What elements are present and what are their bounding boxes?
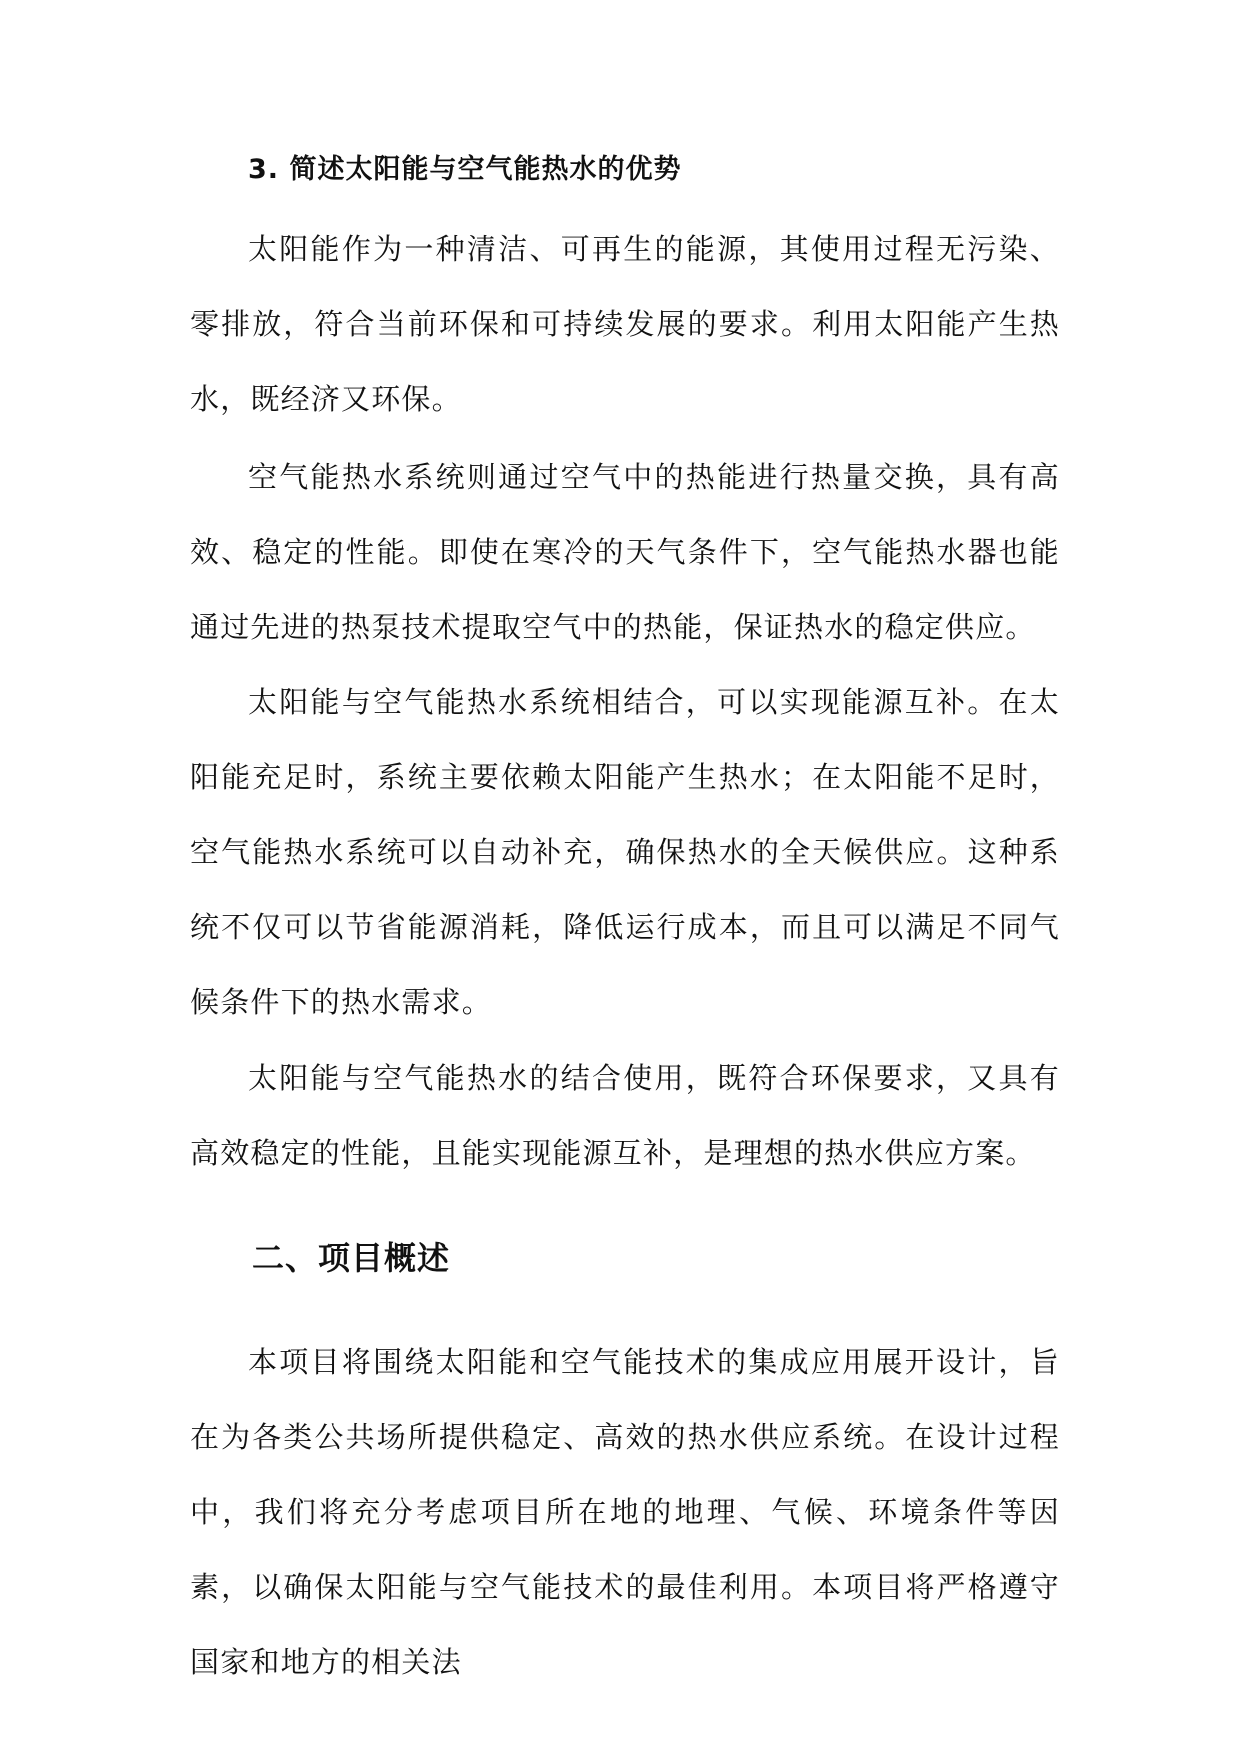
paragraph-combined-system: 太阳能与空气能热水系统相结合，可以实现能源互补。在太阳能充足时，系统主要依赖太阳能产生热水；在太阳能不足时，空气能热水系统可以自动补充，确保热水的全天候供应。这种系统不仅可以节省能源消耗，降低运行成本，而且可以满足不同气候条件下的热水需求。 — [190, 685, 1060, 1019]
paragraph-air-energy-advantages: 空气能热水系统则通过空气中的热能进行热量交换，具有高效、稳定的性能。即使在寒冷的天气条件下，空气能热水器也能通过先进的热泵技术提取空气中的热能，保证热水的稳定供应。 — [190, 460, 1060, 644]
paragraph-conclusion: 太阳能与空气能热水的结合使用，既符合环保要求，又具有高效稳定的性能，且能实现能源互补，是理想的热水供应方案。 — [190, 1061, 1060, 1170]
section-heading-project-overview: 二、项目概述 — [252, 1239, 451, 1277]
paragraph-project-overview: 本项目将围绕太阳能和空气能技术的集成应用展开设计，旨在为各类公共场所提供稳定、高效的热水供应系统。在设计过程中，我们将充分考虑项目所在地的地理、气候、环境条件等因素，以确保太阳能与空气能技术的最佳利用。本项目将严格遵守国家和地方的相关法 — [190, 1345, 1060, 1679]
section-heading-3: 3. 简述太阳能与空气能热水的优势 — [248, 154, 682, 185]
paragraph-solar-advantages: 太阳能作为一种清洁、可再生的能源，其使用过程无污染、零排放，符合当前环保和可持续发展的要求。利用太阳能产生热水，既经济又环保。 — [190, 232, 1060, 416]
